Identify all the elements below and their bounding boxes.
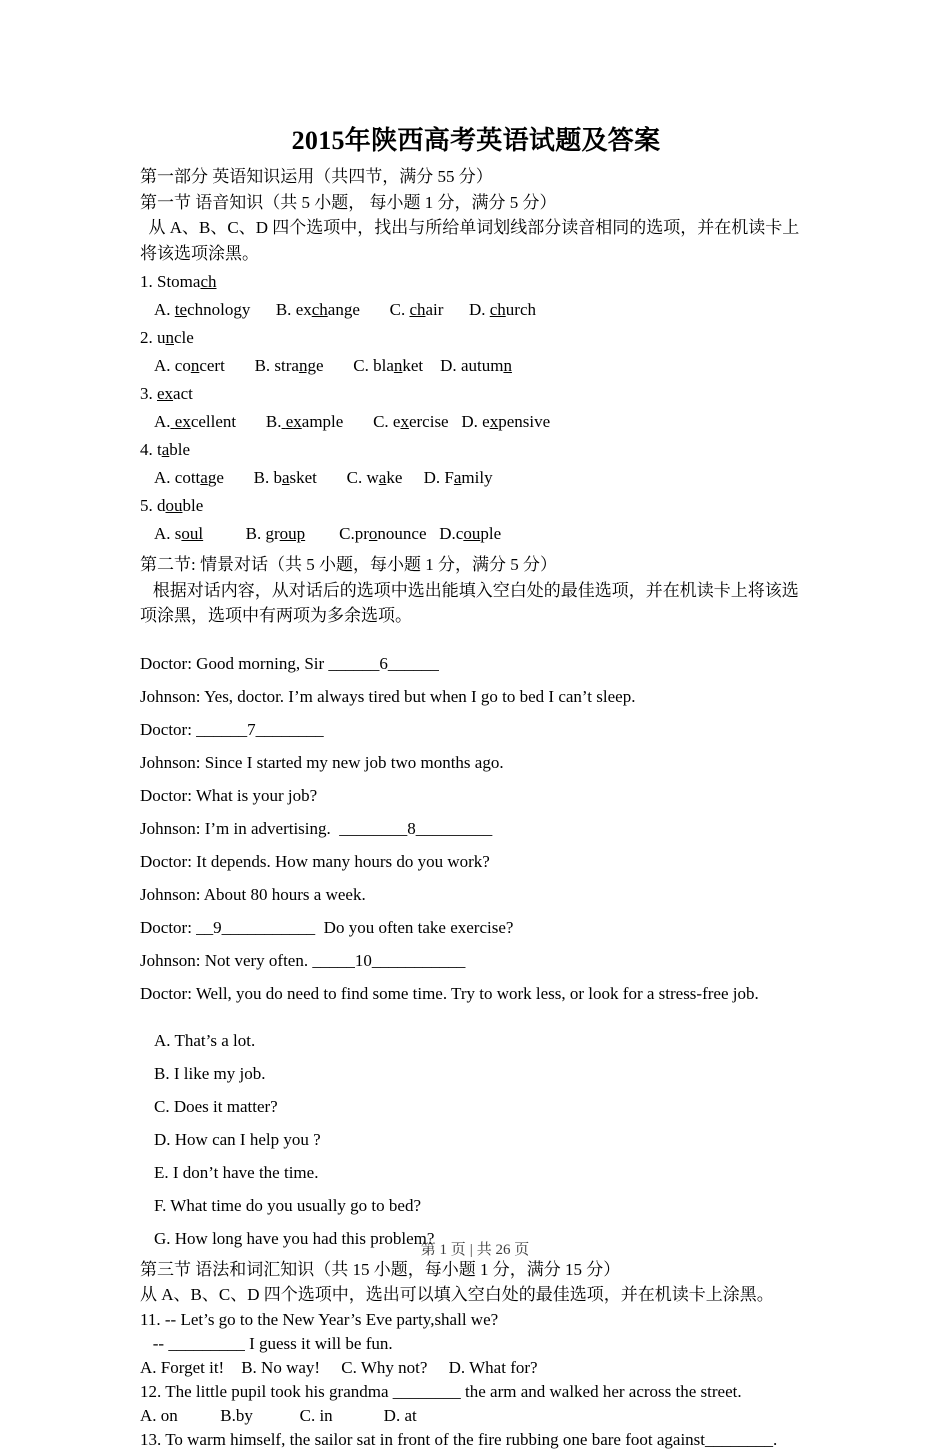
- dialogue-choice[interactable]: G. How long have you had this problem?: [154, 1228, 435, 1248]
- dialogue-line: Johnson: Not very often. _____10___________: [140, 950, 466, 970]
- section-two-instruction-line-1: 根据对话内容，从对话后的选项中选出能填入空白处的最佳选项，并在机读卡上将该选: [140, 580, 799, 600]
- option-d[interactable]: [439, 524, 501, 543]
- option-underlined-part: x: [400, 412, 409, 431]
- option-suffix: e: [315, 356, 324, 375]
- dialogue-choice[interactable]: C. Does it matter?: [154, 1096, 278, 1116]
- option-gap: [224, 468, 254, 487]
- option-gap: [343, 412, 373, 431]
- option-suffix: cert: [199, 356, 225, 375]
- option-underlined-part: n: [503, 356, 512, 375]
- option-label: D.: [440, 356, 457, 375]
- dialogue-choice[interactable]: E. I don’t have the time.: [154, 1162, 319, 1182]
- dialogue-choice[interactable]: D. How can I help you ?: [154, 1129, 321, 1149]
- footer-separator: |: [469, 1242, 473, 1258]
- option-suffix: nounce: [377, 524, 427, 543]
- dialogue-line: Doctor: Good morning, Sir ______6______: [140, 653, 439, 673]
- option-label: C.: [339, 524, 355, 543]
- option-d[interactable]: [461, 412, 550, 431]
- option-underlined-part: n: [393, 356, 403, 375]
- stem-underlined-part: ch: [200, 272, 217, 291]
- option-gap: [236, 412, 266, 431]
- phonetics-question-stem: [140, 322, 812, 350]
- phonetics-question-stem: [140, 490, 812, 518]
- option-label: D.: [423, 468, 441, 487]
- option-b[interactable]: [254, 468, 317, 487]
- option-prefix: e: [388, 412, 401, 431]
- grammar-question-stem: 12. The little pupil took his grandma ________ the arm and walked her across the street.: [140, 1381, 742, 1401]
- grammar-question-options[interactable]: A. on B.by C. in D. at: [140, 1405, 417, 1425]
- option-suffix: mily: [461, 468, 493, 487]
- option-suffix: sket: [289, 468, 317, 487]
- option-a[interactable]: [154, 468, 224, 487]
- stem-prefix: t: [152, 440, 162, 459]
- section-two-heading: 第二节: 情景对话（共 5 小题，每小题 1 分，满分 5 分）: [140, 555, 557, 574]
- option-prefix: w: [362, 468, 379, 487]
- footer-total-pages: 共 26 页: [476, 1242, 530, 1258]
- section-two-instruction-line-2: 项涂黑，选项中有两项为多余选项。: [140, 606, 412, 625]
- dialogue-choice[interactable]: B. I like my job.: [154, 1063, 266, 1083]
- option-suffix: urch: [505, 300, 536, 319]
- phonetics-question-options: [140, 350, 812, 378]
- footer-page-number: 第 1 页: [420, 1242, 466, 1258]
- stem-prefix: Stoma: [152, 272, 201, 291]
- stem-suffix: act: [173, 384, 193, 403]
- option-prefix: F: [440, 468, 454, 487]
- option-gap: [427, 524, 440, 543]
- option-underlined-part: x: [489, 412, 499, 431]
- dialogue-line: Doctor: It depends. How many hours do you work?: [140, 851, 490, 871]
- option-underlined-part: ch: [311, 300, 328, 319]
- phonetics-question-options: [140, 406, 812, 434]
- option-label: A.: [154, 412, 171, 431]
- phonetics-question-options: [140, 294, 812, 322]
- option-prefix: gr: [261, 524, 280, 543]
- option-gap: [443, 300, 469, 319]
- dialogue-line: Johnson: Since I started my new job two months ago.: [140, 752, 504, 772]
- stem-underlined-part: ou: [165, 496, 183, 515]
- section-one-instruction-line-1: 从 A、B、C、D 四个选项中，找出与所给单词划线部分读音相同的选项，并在机读卡上: [140, 218, 800, 237]
- option-gap: [305, 524, 339, 543]
- option-label: D.: [439, 524, 456, 543]
- phonetics-question-stem: [140, 434, 812, 462]
- option-a[interactable]: [154, 356, 225, 375]
- option-gap: [317, 468, 347, 487]
- question-number: 1.: [140, 272, 153, 291]
- option-label: C.: [373, 412, 389, 431]
- option-label: A.: [154, 356, 171, 375]
- option-d[interactable]: [469, 300, 536, 319]
- grammar-question-stem-continued: -- _________ I guess it will be fun.: [140, 1333, 393, 1353]
- dialogue-choice[interactable]: A. That’s a lot.: [154, 1030, 256, 1050]
- option-label: B.: [275, 300, 292, 319]
- option-label: B.: [254, 356, 271, 375]
- dialogue-line: Johnson: Yes, doctor. I’m always tired but when I go to bed I can’t sleep.: [140, 686, 636, 706]
- stem-suffix: ble: [182, 496, 204, 515]
- option-prefix: bla: [368, 356, 394, 375]
- dialogue-line: Doctor: Well, you do need to find some time. Try to work less, or look for a stress-free job.: [140, 983, 759, 1003]
- option-gap: [250, 300, 276, 319]
- option-prefix: ex: [291, 300, 312, 319]
- option-d[interactable]: [440, 356, 512, 375]
- option-prefix: e: [477, 412, 490, 431]
- option-gap: [203, 524, 246, 543]
- question-number: 2.: [140, 328, 153, 347]
- option-suffix: chnology: [187, 300, 251, 319]
- option-label: A.: [154, 300, 171, 319]
- part-one-heading: 第一部分 英语知识运用（共四节，满分 55 分）: [140, 167, 493, 186]
- option-gap: [225, 356, 255, 375]
- grammar-question-stem: 11. -- Let’s go to the New Year’s Eve party,shall we?: [140, 1309, 499, 1329]
- option-b[interactable]: [276, 300, 360, 319]
- option-prefix: c: [455, 524, 464, 543]
- option-c[interactable]: [353, 356, 423, 375]
- dialogue-line: Doctor: What is your job?: [140, 785, 318, 805]
- option-a[interactable]: [154, 412, 236, 431]
- stem-underlined-part: n: [165, 328, 174, 347]
- option-prefix: stra: [270, 356, 299, 375]
- option-c[interactable]: [347, 468, 403, 487]
- question-number: 4.: [140, 440, 153, 459]
- option-gap: [324, 356, 354, 375]
- option-suffix: ge: [207, 468, 224, 487]
- option-label: C.: [353, 356, 369, 375]
- section-one-instruction-line-2: 将该选项涂黑。: [140, 243, 259, 263]
- option-label: D.: [461, 412, 478, 431]
- option-underlined-part: ex: [174, 412, 191, 431]
- option-label: B.: [265, 412, 282, 431]
- option-underlined-part: a: [200, 468, 208, 487]
- option-gap: [360, 300, 390, 319]
- option-suffix: ercise: [408, 412, 449, 431]
- option-suffix: cellent: [190, 412, 237, 431]
- dialogue-line: Johnson: About 80 hours a week.: [140, 884, 366, 904]
- section-one-heading: 第一节 语音知识（共 5 小题， 每小题 1 分，满分 5 分）: [140, 192, 557, 212]
- option-c[interactable]: [339, 524, 426, 543]
- option-label: B.: [253, 468, 270, 487]
- stem-prefix: u: [152, 328, 166, 347]
- option-underlined-part: n: [190, 356, 200, 375]
- dialogue-line: Doctor: ______7________: [140, 719, 324, 739]
- dialogue-line: Johnson: I’m in advertising. ________8_________: [140, 818, 493, 838]
- option-prefix: cott: [170, 468, 201, 487]
- option-prefix: autum: [456, 356, 504, 375]
- dialogue-line: Doctor: __9___________ Do you often take exercise?: [140, 917, 514, 937]
- phonetics-question-stem: [140, 266, 812, 294]
- option-underlined-part: ch: [409, 300, 426, 319]
- option-prefix: co: [170, 356, 191, 375]
- option-prefix: b: [269, 468, 282, 487]
- option-underlined-part: ex: [285, 412, 302, 431]
- option-c[interactable]: [390, 300, 444, 319]
- option-underlined-part: oup: [279, 524, 306, 543]
- stem-prefix: d: [152, 496, 166, 515]
- option-underlined-part: ng: [298, 356, 316, 375]
- page-footer: [0, 1240, 950, 1260]
- stem-suffix: ble: [169, 440, 191, 459]
- stem-underlined-part: a: [161, 440, 170, 459]
- section-three-heading: 第三节 语法和词汇知识（共 15 小题，每小题 1 分，满分 15 分）: [140, 1259, 621, 1279]
- stem-underlined-part: ex: [157, 384, 174, 403]
- grammar-question-stem: 13. To warm himself, the sailor sat in front of the fire rubbing one bare foot against________.: [140, 1429, 778, 1449]
- option-underlined-part: a: [453, 468, 462, 487]
- phonetics-question-stem: [140, 378, 812, 406]
- option-suffix: ket: [402, 356, 424, 375]
- page-title: 2015年陕西高考英语试题及答案: [291, 126, 661, 155]
- option-underlined-part: ou: [463, 524, 481, 543]
- option-label: D.: [468, 300, 486, 319]
- phonetics-question-options: [140, 462, 812, 490]
- option-label: A.: [154, 468, 171, 487]
- option-suffix: ple: [480, 524, 502, 543]
- option-label: C.: [346, 468, 363, 487]
- option-a[interactable]: [154, 300, 250, 319]
- option-label: A.: [154, 524, 171, 543]
- option-gap: [449, 412, 462, 431]
- question-number: 3.: [140, 384, 153, 403]
- option-gap: [423, 356, 440, 375]
- option-gap: [402, 468, 423, 487]
- option-a[interactable]: [154, 524, 203, 543]
- dialogue-choice[interactable]: F. What time do you usually go to bed?: [154, 1195, 421, 1215]
- option-underlined-part: te: [174, 300, 188, 319]
- option-label: C.: [389, 300, 406, 319]
- option-suffix: pensive: [498, 412, 551, 431]
- option-underlined-part: ch: [489, 300, 506, 319]
- grammar-question-options[interactable]: A. Forget it! B. No way! C. Why not? D. What for?: [140, 1357, 538, 1377]
- option-suffix: air: [425, 300, 444, 319]
- option-underlined-part: o: [368, 524, 378, 543]
- option-prefix: s: [170, 524, 182, 543]
- option-b[interactable]: [246, 524, 306, 543]
- section-three-instruction: 从 A、B、C、D 四个选项中，选出可以填入空白处的最佳选项，并在机读卡上涂黑。: [140, 1285, 774, 1304]
- option-prefix: pr: [354, 524, 369, 543]
- option-b[interactable]: [255, 356, 324, 375]
- option-d[interactable]: [424, 468, 493, 487]
- option-c[interactable]: [373, 412, 449, 431]
- option-suffix: ample: [301, 412, 344, 431]
- option-underlined-part: oul: [181, 524, 204, 543]
- stem-suffix: cle: [174, 328, 194, 347]
- option-suffix: ke: [386, 468, 403, 487]
- phonetics-question-options: [140, 518, 812, 546]
- option-underlined-part: a: [378, 468, 387, 487]
- question-number: 5.: [140, 496, 153, 515]
- option-b[interactable]: [266, 412, 343, 431]
- option-label: B.: [245, 524, 262, 543]
- option-suffix: ange: [327, 300, 360, 319]
- option-underlined-part: a: [281, 468, 290, 487]
